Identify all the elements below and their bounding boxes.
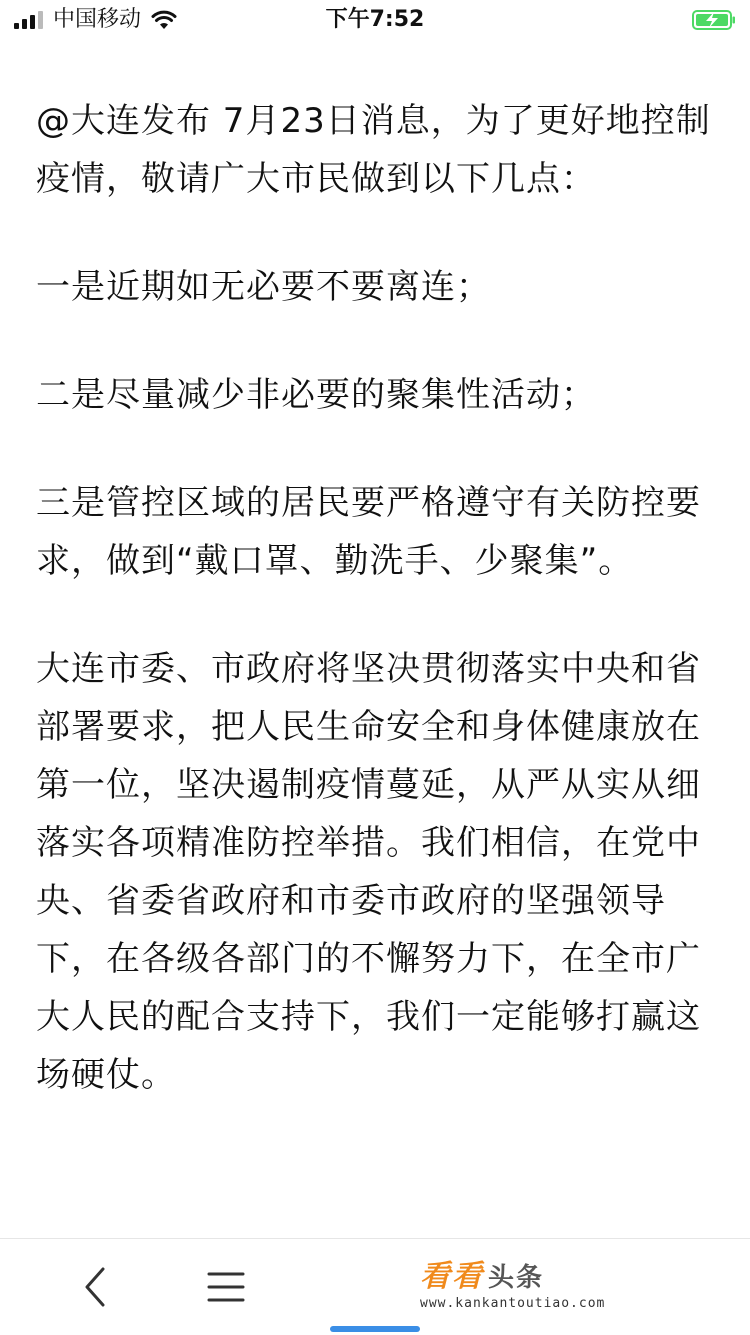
article-paragraph-intro: @大连发布 7月23日消息，为了更好地控制疫情，敬请广大市民做到以下几点： bbox=[36, 101, 711, 199]
logo-url: www.kankantoutiao.com bbox=[420, 1296, 606, 1311]
article-body bbox=[36, 92, 726, 1154]
logo-primary-text: 看看 bbox=[420, 1259, 484, 1294]
kankan-toutiao-logo bbox=[420, 1259, 660, 1323]
logo-wordmark bbox=[420, 1259, 660, 1295]
article-paragraph-point-1: 一是近期如无必要不要离连； bbox=[36, 267, 491, 307]
home-indicator bbox=[330, 1326, 420, 1332]
status-time: 下午7:52 bbox=[325, 7, 425, 32]
back-button[interactable] bbox=[64, 1259, 124, 1315]
article-paragraph-statement: 大连市委、市政府将坚决贯彻落实中央和省部署要求，把人民生命安全和身体健康放在第一位，坚决遏制疫情蔓延，从严从实从细落实各项精准防控举措。我们相信，在党中央、省委省政府和市委市政府的坚强领导下，在各级各部门的不懈努力下，在全市广大人民的配合支持下，我们一定能够打赢这场硬仗。 bbox=[36, 649, 701, 1095]
logo-secondary-text: 头条 bbox=[488, 1263, 545, 1293]
article-paragraph-point-2: 二是尽量减少非必要的聚集性活动； bbox=[36, 375, 596, 415]
battery-charging-icon bbox=[692, 10, 736, 30]
menu-icon bbox=[206, 1269, 246, 1305]
chevron-left-icon bbox=[79, 1265, 109, 1309]
menu-button[interactable] bbox=[196, 1259, 256, 1315]
carrier-name: 中国移动 bbox=[53, 7, 142, 32]
bottom-toolbar bbox=[0, 1238, 750, 1335]
article-paragraph-point-3: 三是管控区域的居民要严格遵守有关防控要求，做到“戴口罩、勤洗手、少聚集”。 bbox=[36, 483, 701, 581]
status-bar bbox=[0, 0, 750, 40]
